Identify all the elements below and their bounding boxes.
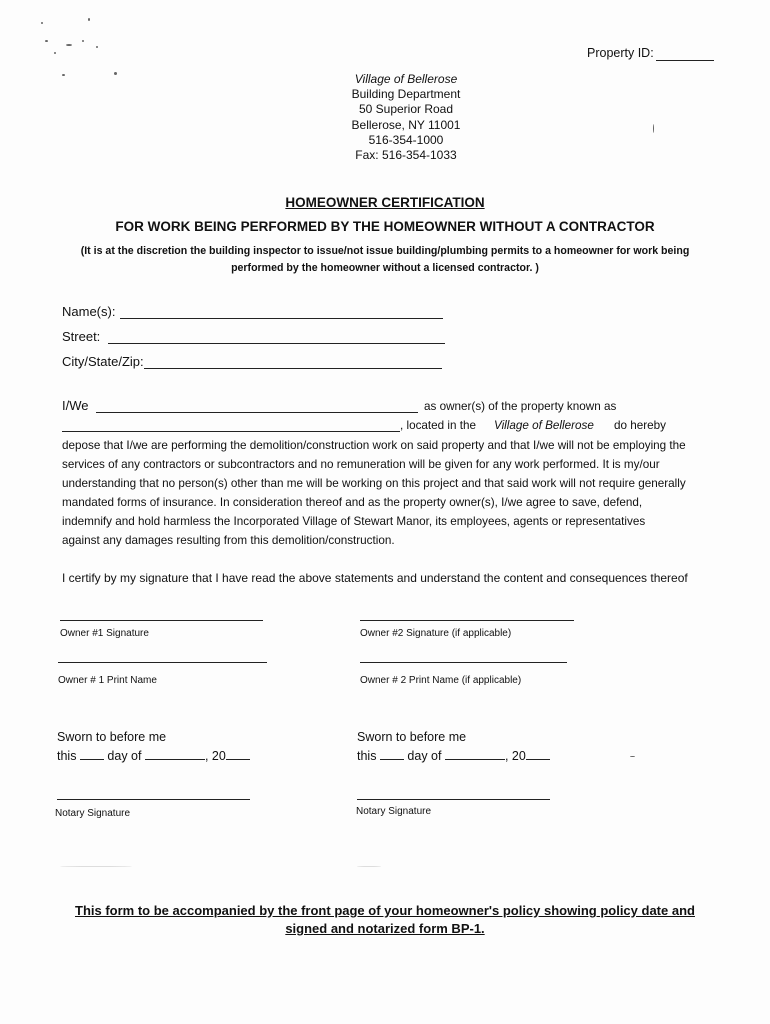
scan-residue [357,866,381,867]
do-hereby: do hereby [614,419,666,432]
scan-speck [62,74,65,76]
owner2-signature-label: Owner #2 Signature (if applicable) [360,628,512,639]
department-name: Building Department [351,87,461,102]
scan-speck [66,44,72,46]
notary2-line [357,799,550,800]
day-of-label: day of [107,749,142,763]
year-label: , 20 [504,749,526,763]
names-label: Name(s): [62,304,116,319]
property-line [62,431,400,432]
statement-line: depose that I/we are performing the demolition/construction work on said property and that I/we will not be employing the [62,439,686,452]
statement-line: services of any contractors or subcontractors and no remuneration will be given for any work performed. It is my/our [62,458,660,471]
phone-number: 516-354-1000 [368,132,444,147]
notary1-line [57,799,250,800]
owner1-signature-line [60,620,263,621]
city-line [144,368,442,369]
street-label: Street: [62,329,101,344]
sworn-date-1 [57,749,250,763]
address-block [300,72,512,163]
located-in: , located in the [400,419,477,432]
scan-speck [88,18,90,21]
statement-line: mandated forms of insurance. In consideration thereof and as the property owner(s), I/we agree to save, defend, [62,496,643,509]
village-italic: Village of Bellerose [494,419,594,432]
iwe-label: I/We [62,398,89,413]
scan-speck [82,40,84,42]
fax-number: Fax: 516-354-1033 [355,148,457,163]
sworn-date-2 [357,749,550,763]
statement-line: indemnify and hold harmless the Incorporated Village of Stewart Manor, its employees, agents or representatives [62,515,646,528]
statement-line: against any damages resulting from this demolition/construction. [62,534,395,547]
street-line [108,343,445,344]
document-title: HOMEOWNER CERTIFICATION [285,195,485,210]
street-address: 50 Superior Road [358,102,454,117]
names-line [120,318,443,319]
notary1-label: Notary Signature [55,808,131,819]
owner1-print-line [58,662,267,663]
footer-line-1: This form to be accompanied by the front page of your homeowner's policy showing policy date and [75,903,695,918]
sworn-label-2: Sworn to before me [357,730,467,744]
scan-speck [96,46,98,48]
city-label: City/State/Zip: [62,354,144,369]
scan-speck [54,52,56,54]
footer-note [0,902,770,938]
owner2-print-label: Owner # 2 Print Name (if applicable) [360,675,522,686]
scan-speck [41,22,43,24]
certify-statement: I certify by my signature that I have read the above statements and understand the content and consequences thereof [62,571,688,585]
notary2-label: Notary Signature [356,806,432,817]
owners-known-as: as owner(s) of the property known as [424,400,617,413]
owner1-print-label: Owner # 1 Print Name [58,675,157,686]
discretion-note: (It is at the discretion the building inspector to issue/not issue building/plumbing permits to a homeowner for work being performed by the homeowner without a licensed contractor. ) [80,245,690,274]
scan-speck [630,756,635,757]
sworn-label-1: Sworn to before me [57,730,167,744]
owner-names-line [96,412,418,413]
property-id-label: Property ID: [587,46,654,60]
village-name: Village of Bellerose [354,72,458,86]
year-label: , 20 [204,749,226,763]
document-subtitle: FOR WORK BEING PERFORMED BY THE HOMEOWNER WITHOUT A CONTRACTOR [115,219,655,234]
footer-line-2: signed and notarized form BP-1. [285,921,485,936]
owner2-print-line [360,662,567,663]
scan-speck [45,40,48,42]
scan-speck [114,72,117,75]
property-id-line [656,60,714,61]
owner2-signature-line [360,620,574,621]
statement-line: understanding that no person(s) other than me will be working on this project and that said work will not require generally [62,477,686,490]
city-address: Bellerose, NY 11001 [351,117,461,132]
day-of-label: day of [407,749,442,763]
scan-speck [653,124,654,133]
owner1-signature-label: Owner #1 Signature [60,628,149,639]
this-label: this [357,749,377,763]
this-label: this [57,749,77,763]
scan-residue [60,866,132,867]
